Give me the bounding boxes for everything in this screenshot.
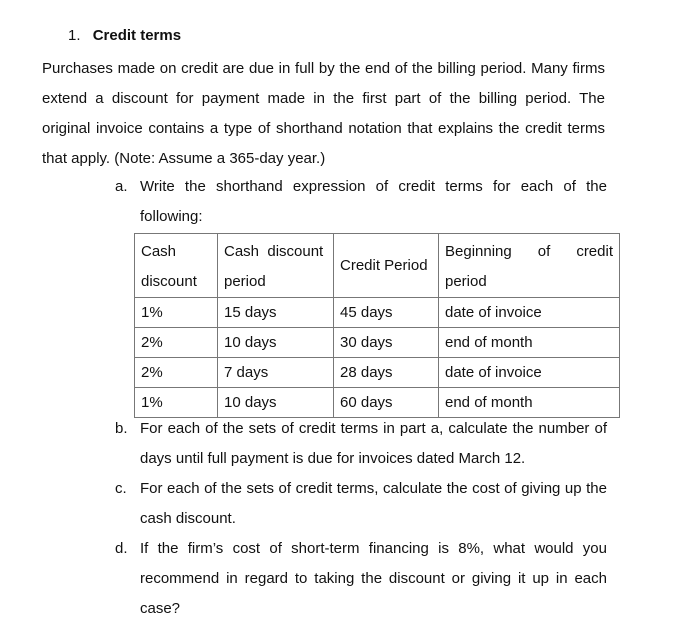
- part-b-letter: b.: [115, 420, 128, 437]
- question-title: Credit terms: [92, 27, 182, 44]
- question-heading: [68, 27, 181, 44]
- cell-discount-period: 15 days: [218, 298, 334, 328]
- cell-discount-period: 10 days: [218, 328, 334, 358]
- part-d-line: recommend in regard to taking the discount or giving it up in each: [140, 570, 607, 587]
- part-c-line: For each of the sets of credit terms, calculate the cost of giving up the: [140, 480, 607, 497]
- part-c-letter: c.: [115, 480, 127, 497]
- part-c-line: cash discount.: [140, 510, 236, 527]
- cell-discount: 2%: [135, 358, 218, 388]
- part-b-line: days until full payment is due for invoices dated March 12.: [140, 450, 526, 467]
- cell-discount-period: 10 days: [218, 388, 334, 418]
- part-b-line: For each of the sets of credit terms in part a, calculate the number of: [140, 420, 607, 437]
- header-cash-discount: Cash discount: [135, 234, 218, 298]
- part-a-letter: a.: [115, 178, 128, 195]
- header-credit-period: Credit Period: [334, 234, 439, 298]
- table-row: [135, 388, 620, 418]
- cell-credit-period: 28 days: [334, 358, 439, 388]
- intro-paragraph: [42, 54, 605, 174]
- cell-discount: 1%: [135, 298, 218, 328]
- table-row: [135, 298, 620, 328]
- cell-credit-period: 30 days: [334, 328, 439, 358]
- table-row: [135, 328, 620, 358]
- cell-discount: 2%: [135, 328, 218, 358]
- intro-line: original invoice contains a type of shorthand notation that explains the credit terms: [42, 120, 605, 137]
- header-beginning-credit-period: Beginning of credit period: [439, 234, 620, 298]
- question-number: 1.: [68, 27, 81, 44]
- cell-credit-period: 45 days: [334, 298, 439, 328]
- credit-terms-table: [134, 233, 620, 418]
- intro-line: Purchases made on credit are due in full by the end of the billing period. Many firms: [42, 60, 605, 77]
- table-header-row: [135, 234, 620, 298]
- intro-line: that apply. (Note: Assume a 365-day year.): [42, 150, 326, 167]
- cell-discount-period: 7 days: [218, 358, 334, 388]
- cell-credit-period: 60 days: [334, 388, 439, 418]
- part-d-line: If the firm’s cost of short-term financing is 8%, what would you: [140, 540, 607, 557]
- part-d-line: case?: [140, 600, 181, 617]
- table-row: [135, 358, 620, 388]
- cell-beginning: date of invoice: [439, 298, 620, 328]
- part-a-line: following:: [140, 208, 203, 225]
- cell-beginning: end of month: [439, 328, 620, 358]
- part-a-line: Write the shorthand expression of credit terms for each of the: [140, 178, 607, 195]
- cell-beginning: date of invoice: [439, 358, 620, 388]
- cell-discount: 1%: [135, 388, 218, 418]
- header-discount-period: Cash discount period: [218, 234, 334, 298]
- part-d-letter: d.: [115, 540, 128, 557]
- intro-line: extend a discount for payment made in the first part of the billing period. The: [42, 90, 605, 107]
- cell-beginning: end of month: [439, 388, 620, 418]
